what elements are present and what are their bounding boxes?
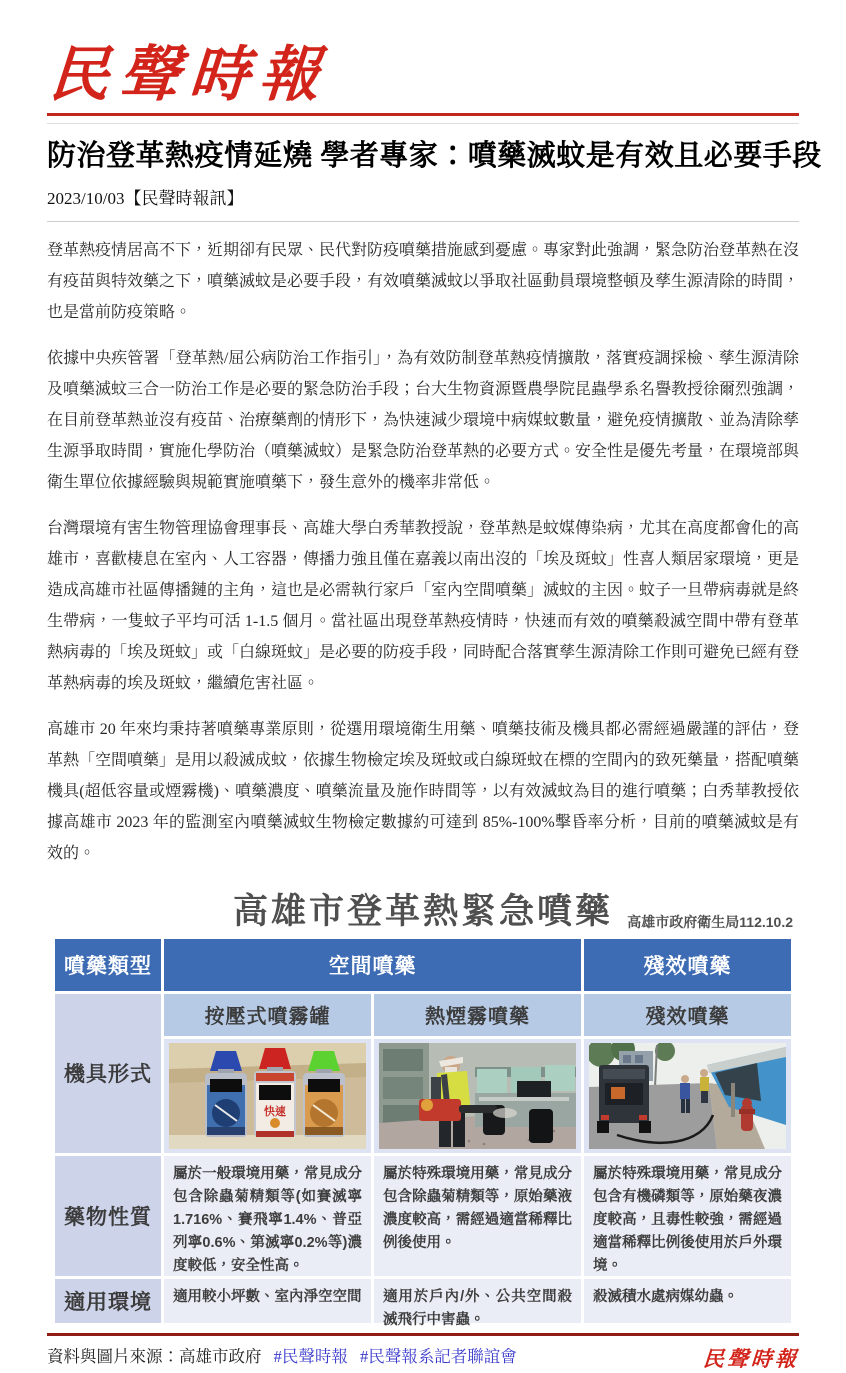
table-corner-header: 噴藥類型 [55,939,161,991]
pressurized-aerosol-cans-photo [169,1043,366,1149]
drug-property-thermal-fog: 屬於特殊環境用藥，常見成分包含除蟲菊精類等，原始藥液濃度較高，需經過適當稀釋比例後使用。 [374,1156,581,1276]
source-credit-text: 資料與圖片來源：高雄市政府 [47,1346,262,1366]
table-group-header-space-spray: 空間噴藥 [164,939,581,991]
residual-spray-truck-street-photo [589,1043,786,1149]
paragraph: 依據中央疾管署「登革熱/屈公病防治工作指引」，為有效防制登革熱疫情擴散，落實疫調採檢、孳生源清除及噴藥滅蚊三合一防治工作是必要的緊急防治手段；台大生物資源暨農學院昆蟲學系名譽教授徐爾烈強調，在目前登革熱並沒有疫苗、治療藥劑的情形下，為快速減少環境中病媒蚊數量，避免疫情擴散、並為清除孳生源爭取時間，實施化學防治（噴藥滅蚊）是緊急防治登革熱的必要方式。安全性是優先考量，在環境部與衛生單位依據經驗與規範實施噴藥下，發生意外的機率非常低。 [47,349,800,492]
infographic-source: 高雄市政府衛生局112.10.2 [627,913,793,930]
paragraph: 登革熱疫情居高不下，近期卻有民眾、民代對防疫噴藥措施感到憂慮。專家對此強調，緊急防治登革熱在沒有疫苗與特效藥之下，噴藥滅蚊是必要手段，有效噴藥滅蚊以爭取社區動員環境整頓及孳生源清除的時間，也是當前防疫策略。 [47,242,800,322]
photo-cell [164,1039,371,1153]
drug-property-residual: 屬於特殊環境用藥，常見成分包含有機磷類等，原始藥夜濃度較高，且毒性較強，需經過適當稀釋比例後使用於戶外環境。 [584,1156,791,1276]
masthead-faint-rule [47,123,799,124]
subheader-residual: 殘效噴藥 [584,994,791,1036]
paragraph: 台灣環境有害生物管理協會理事長、高雄大學白秀華教授說，登革熱是蚊媒傳染病，尤其在高度都會化的高雄市，喜歡棲息在室內、人工容器，傳播力強且僅在嘉義以南出沒的「埃及斑蚊」性喜人類居家環境，更是造成高雄市社區傳播鏈的主角，這也是必需執行家戶「室內空間噴藥」滅蚊的主因。蚊子一旦帶病毒就是終生帶病，一隻蚊子平均可活 1-1.5 個月。當社區出現登革熱疫情時，快速而有效的噴藥殺滅空間中帶有登革熱病毒的「埃及斑蚊」或「白線斑蚊」是必要的防疫手段，同時配合落實孳生源清除工作則可避免已經有登革熱病毒的埃及斑蚊，繼續危害社區。 [47,519,800,693]
hashtag-link[interactable]: #民聲時報 [273,1346,348,1366]
thermal-fog-sprayer-indoor-photo [379,1043,576,1149]
photo-cell [584,1039,791,1153]
environment-thermal-fog: 適用於戶內/外、公共空間殺滅飛行中害蟲。 [374,1279,581,1323]
subheader-aerosol-can: 按壓式噴霧罐 [164,994,371,1036]
subheader-thermal-fog: 熱煙霧噴藥 [374,994,581,1036]
drug-property-aerosol: 屬於一般環境用藥，常見成分包含除蟲菊精類等(如賽滅寧1.716%、賽飛寧1.4%、普亞列寧0.6%、第滅寧0.2%等)濃度較低，安全性高。 [164,1156,371,1276]
environment-residual: 殺滅積水處病媒幼蟲。 [584,1279,791,1323]
footer-newspaper-logo: 民聲時報 [702,1345,800,1371]
newspaper-logo: 民聲時報 [46,40,332,110]
photo-cell [374,1039,581,1153]
headline-divider [47,221,799,222]
row-label-equipment-type: 機具形式 [55,994,161,1153]
environment-aerosol: 適用較小坪數、室內淨空空間 [164,1279,371,1323]
row-label-applicable-environment: 適用環境 [55,1279,161,1323]
source-credit [47,1343,517,1367]
article-dateline: 2023/10/03【民聲時報訊】 [47,189,244,208]
page-footer [47,1333,799,1373]
article-body [47,235,799,870]
svg-text:快速: 快速 [264,1105,286,1118]
table-group-header-residual-spray: 殘效噴藥 [584,939,791,991]
infographic-header [47,884,799,934]
infographic-title: 高雄市登革熱緊急噴藥 [232,891,613,931]
masthead [46,40,799,124]
paragraph: 高雄市 20 年來均秉持著噴藥專業原則，從選用環境衛生用藥、噴藥技術及機具都必需經過嚴謹的評估，登革熱「空間噴藥」是用以殺滅成蚊，依據生物檢定埃及斑蚊或白線斑蚊在標的空間內的致死藥量，搭配噴藥機具(超低容量或煙霧機)、噴藥濃度、噴藥流量及施作時間等，以有效滅蚊為目的進行噴藥；白秀華教授依據高雄市 2023 年的監測室內噴藥滅蚊生物檢定數據約可達到 85%-100%擊昏率分析，目前的噴藥滅蚊是有效的。 [47,720,800,863]
row-label-drug-properties: 藥物性質 [55,1156,161,1276]
hashtag-link[interactable]: #民聲報系記者聯誼會 [360,1346,517,1366]
spray-comparison-table [55,939,791,1328]
article-headline: 防治登革熱疫情延燒 學者專家：噴藥滅蚊是有效且必要手段 [47,140,822,172]
masthead-red-rule [47,113,799,116]
